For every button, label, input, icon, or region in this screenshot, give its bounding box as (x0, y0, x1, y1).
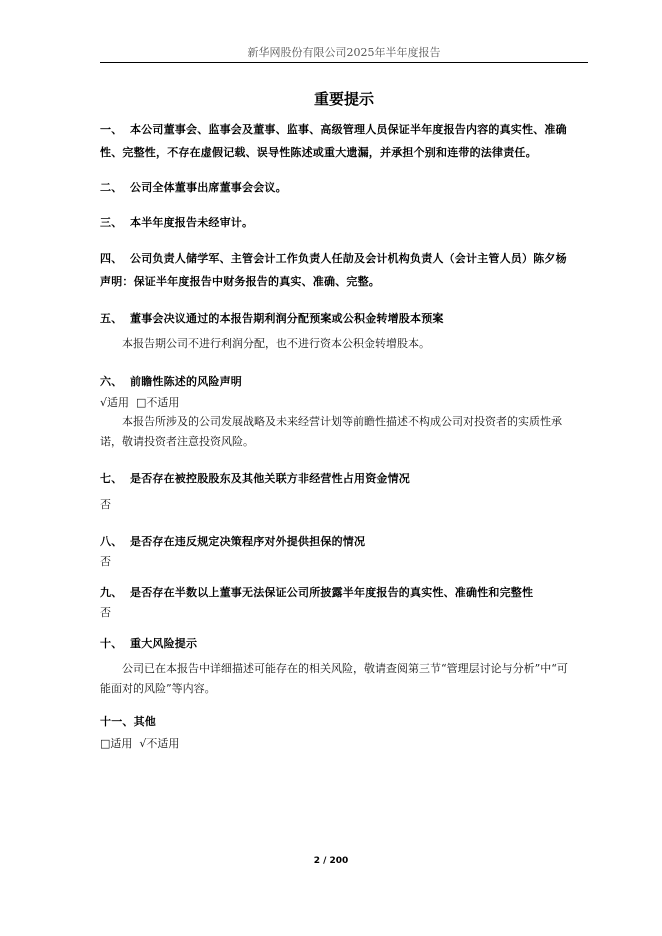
page-number: 2 / 200 (313, 856, 349, 866)
item-number: 十一、 (100, 715, 134, 728)
item-text: 董事会决议通过的本报告期利润分配预案或公积金转增股本预案 (130, 312, 444, 325)
notice-item-6 (100, 370, 592, 393)
item-6-options (100, 393, 179, 413)
notice-item-4 (100, 247, 592, 293)
item-number: 三、 (100, 216, 123, 229)
notice-item-10 (100, 632, 592, 655)
item-text-continued: 声明：保证半年度报告中财务报告的真实、准确、完整。 (100, 275, 380, 288)
page-title: 重要提示 (313, 90, 374, 108)
item-text: 是否存在被控股股东及其他关联方非经营性占用资金情况 (130, 472, 410, 485)
option-not-applicable: □不适用 (136, 396, 180, 409)
notice-item-5 (100, 307, 592, 330)
item-7-answer: 否 (100, 498, 111, 511)
item-9-answer: 否 (100, 606, 111, 619)
item-text: 是否存在违反规定决策程序对外提供担保的情况 (130, 535, 366, 548)
item-10-body (100, 659, 592, 699)
option-not-applicable: √不适用 (139, 737, 180, 750)
item-text: 重大风险提示 (130, 637, 198, 650)
item-8-answer: 否 (100, 555, 111, 568)
item-text: 是否存在半数以上董事无法保证公司所披露半年度报告的真实性、准确性和完整性 (130, 586, 534, 599)
notice-item-8 (100, 530, 592, 553)
item-6-body (100, 412, 592, 452)
item-text: 前瞻性陈述的风险声明 (130, 375, 242, 388)
item-text: 其他 (133, 715, 157, 728)
notice-item-7 (100, 467, 592, 490)
item-6-body-line-2: 诺，敬请投资者注意投资风险。 (100, 435, 254, 448)
item-10-body-line-2: 能面对的风险”等内容。 (100, 682, 216, 695)
notice-item-2 (100, 176, 592, 199)
notice-item-1 (100, 118, 592, 164)
item-6-body-line-1: 本报告所涉及的公司发展战略及未来经营计划等前瞻性描述不构成公司对投资者的实质性承 (122, 415, 562, 428)
item-number: 七、 (100, 472, 123, 485)
item-number: 六、 (100, 375, 123, 388)
notice-item-3 (100, 211, 592, 234)
item-number: 八、 (100, 535, 123, 548)
notice-item-11 (100, 710, 592, 733)
item-number: 四、 (100, 252, 123, 265)
item-text: 公司负责人储学军、主管会计工作负责人任劼及会计机构负责人（会计主管人员）陈夕杨 (130, 252, 567, 265)
item-5-body: 本报告期公司不进行利润分配，也不进行资本公积金转增股本。 (122, 337, 430, 350)
item-text-continued: 性、完整性，不存在虚假记载、误导性陈述或重大遗漏，并承担个别和连带的法律责任。 (100, 146, 537, 159)
item-text: 本半年度报告未经审计。 (130, 216, 254, 229)
option-applicable: □适用 (100, 737, 133, 750)
item-text: 公司全体董事出席董事会会议。 (130, 181, 287, 194)
option-applicable: √适用 (100, 396, 130, 409)
item-number: 一、 (100, 123, 123, 136)
item-text: 本公司董事会、监事会及董事、监事、高级管理人员保证半年度报告内容的真实性、准确 (130, 123, 567, 136)
item-10-body-line-1: 公司已在本报告中详细描述可能存在的相关风险，敬请查阅第三节“管理层讨论与分析”中“可 (122, 662, 568, 675)
item-number: 五、 (100, 312, 123, 325)
item-number: 二、 (100, 181, 123, 194)
notice-item-9 (100, 581, 592, 604)
item-11-options (100, 734, 179, 754)
header-divider (100, 62, 588, 63)
item-number: 十、 (100, 637, 123, 650)
item-number: 九、 (100, 586, 123, 599)
page-header: 新华网股份有限公司2025年半年度报告 (247, 46, 441, 59)
